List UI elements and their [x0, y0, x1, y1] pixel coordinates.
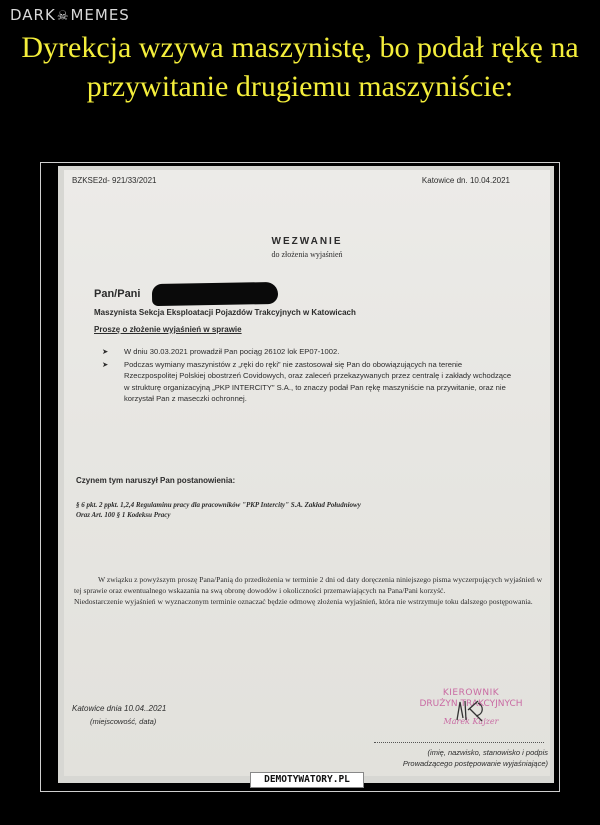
violation-label: Czynem tym naruszył Pan postanowienia:: [76, 476, 236, 485]
arrow-bullet-icon: ➤: [102, 347, 109, 356]
bullet-text: Podczas wymiany maszynistów z „ręki do ręki” nie zastosował się Pan do obowiązujących na terenie Rzeczpospolitej Polskiej obostrzeń Covidowych, oraz zaleceń przekazywanych przez centralę i zakłady wchodzące w strukturę organizacyjną „PKP INTERCITY” S.A., to znaczy podał Pan rękę maszyniście na przywitanie, oraz nie korzystał Pan z maseczki ochronnej.: [124, 360, 512, 403]
regulations: [76, 500, 361, 520]
handwritten-signature: [454, 698, 488, 724]
brand-right: MEMES: [70, 6, 130, 24]
signing-place-date: [72, 704, 166, 713]
signature-hint-line: Prowadzącego postępowanie wyjaśniające): [402, 759, 548, 768]
body-paragraph: Niedostarczenie wyjaśnień w wyznaczonym terminie oznaczać będzie odmowę złożenia wyjaśnień, która nie wstrzymuje toku dalszego postępowania.: [74, 597, 533, 606]
place-date-hint: (miejscowość, data): [90, 717, 157, 726]
employee-position: Maszynista Sekcja Eksploatacji Pojazdów Trakcyjnych w Katowicach: [94, 308, 356, 317]
bullet-list: [102, 346, 512, 406]
site-brand: [10, 6, 130, 24]
regulation-line: Oraz Art. 100 § 1 Kodeksu Pracy: [76, 511, 171, 519]
request-heading: Proszę o złożenie wyjaśnień w sprawie: [94, 325, 242, 334]
redaction-mark: [152, 282, 278, 306]
document-reference: BZKSE2d- 921/33/2021: [72, 176, 157, 185]
list-item: [102, 359, 512, 404]
stamp-line: Marek Kajzer: [443, 717, 499, 726]
document-photo: [58, 166, 554, 783]
document-body: [74, 574, 544, 607]
document-place-date: Katowice dn. 10.04.2021: [421, 176, 510, 185]
stamp-line: KIEROWNIK: [442, 688, 500, 698]
body-paragraph: W związku z powyższym proszę Pana/Panią do przedłożenia w terminie 2 dni od daty doręczenia niniejszego pisma wyczerpujących wyjaśnień w tej sprawie oraz ewentualnego wskazania na swą obronę dowodów i okoliczności przemawiających na Pana/Pani korzyść.: [74, 575, 543, 595]
arrow-bullet-icon: ➤: [102, 360, 109, 370]
site-watermark: DEMOTYWATORY.PL: [250, 772, 364, 788]
brand-left: DARK: [10, 6, 56, 24]
skull-icon: ☠: [56, 9, 70, 24]
salutation: Pan/Pani: [94, 288, 141, 300]
regulation-line: § 6 pkt. 2 ppkt. 1,2,4 Regulaminu pracy dla pracowników "PKP Intercity" S.A. Zakład Południowy: [76, 501, 361, 509]
signature-hint: [364, 747, 548, 769]
signature-hint-line: (imię, nazwisko, stanowisko i podpis: [427, 748, 548, 757]
stamp-line: DRUŻYN TRAKCYJNYCH: [419, 699, 523, 709]
signature-line: [374, 742, 544, 743]
document-page: [64, 170, 550, 776]
document-title: WEZWANIE: [271, 236, 343, 247]
bullet-text: W dniu 30.03.2021 prowadził Pan pociąg 26102 lok EP07-1002.: [124, 347, 340, 356]
meme-headline: Dyrekcja wzywa maszynistę, bo podał rękę na przywitanie drugiemu maszyniście:: [21, 31, 579, 103]
signing-place-date-text: Katowice dnia 10.04..2021: [72, 704, 167, 713]
list-item: [102, 346, 512, 357]
document-subtitle: do złożenia wyjaśnień: [271, 250, 343, 259]
